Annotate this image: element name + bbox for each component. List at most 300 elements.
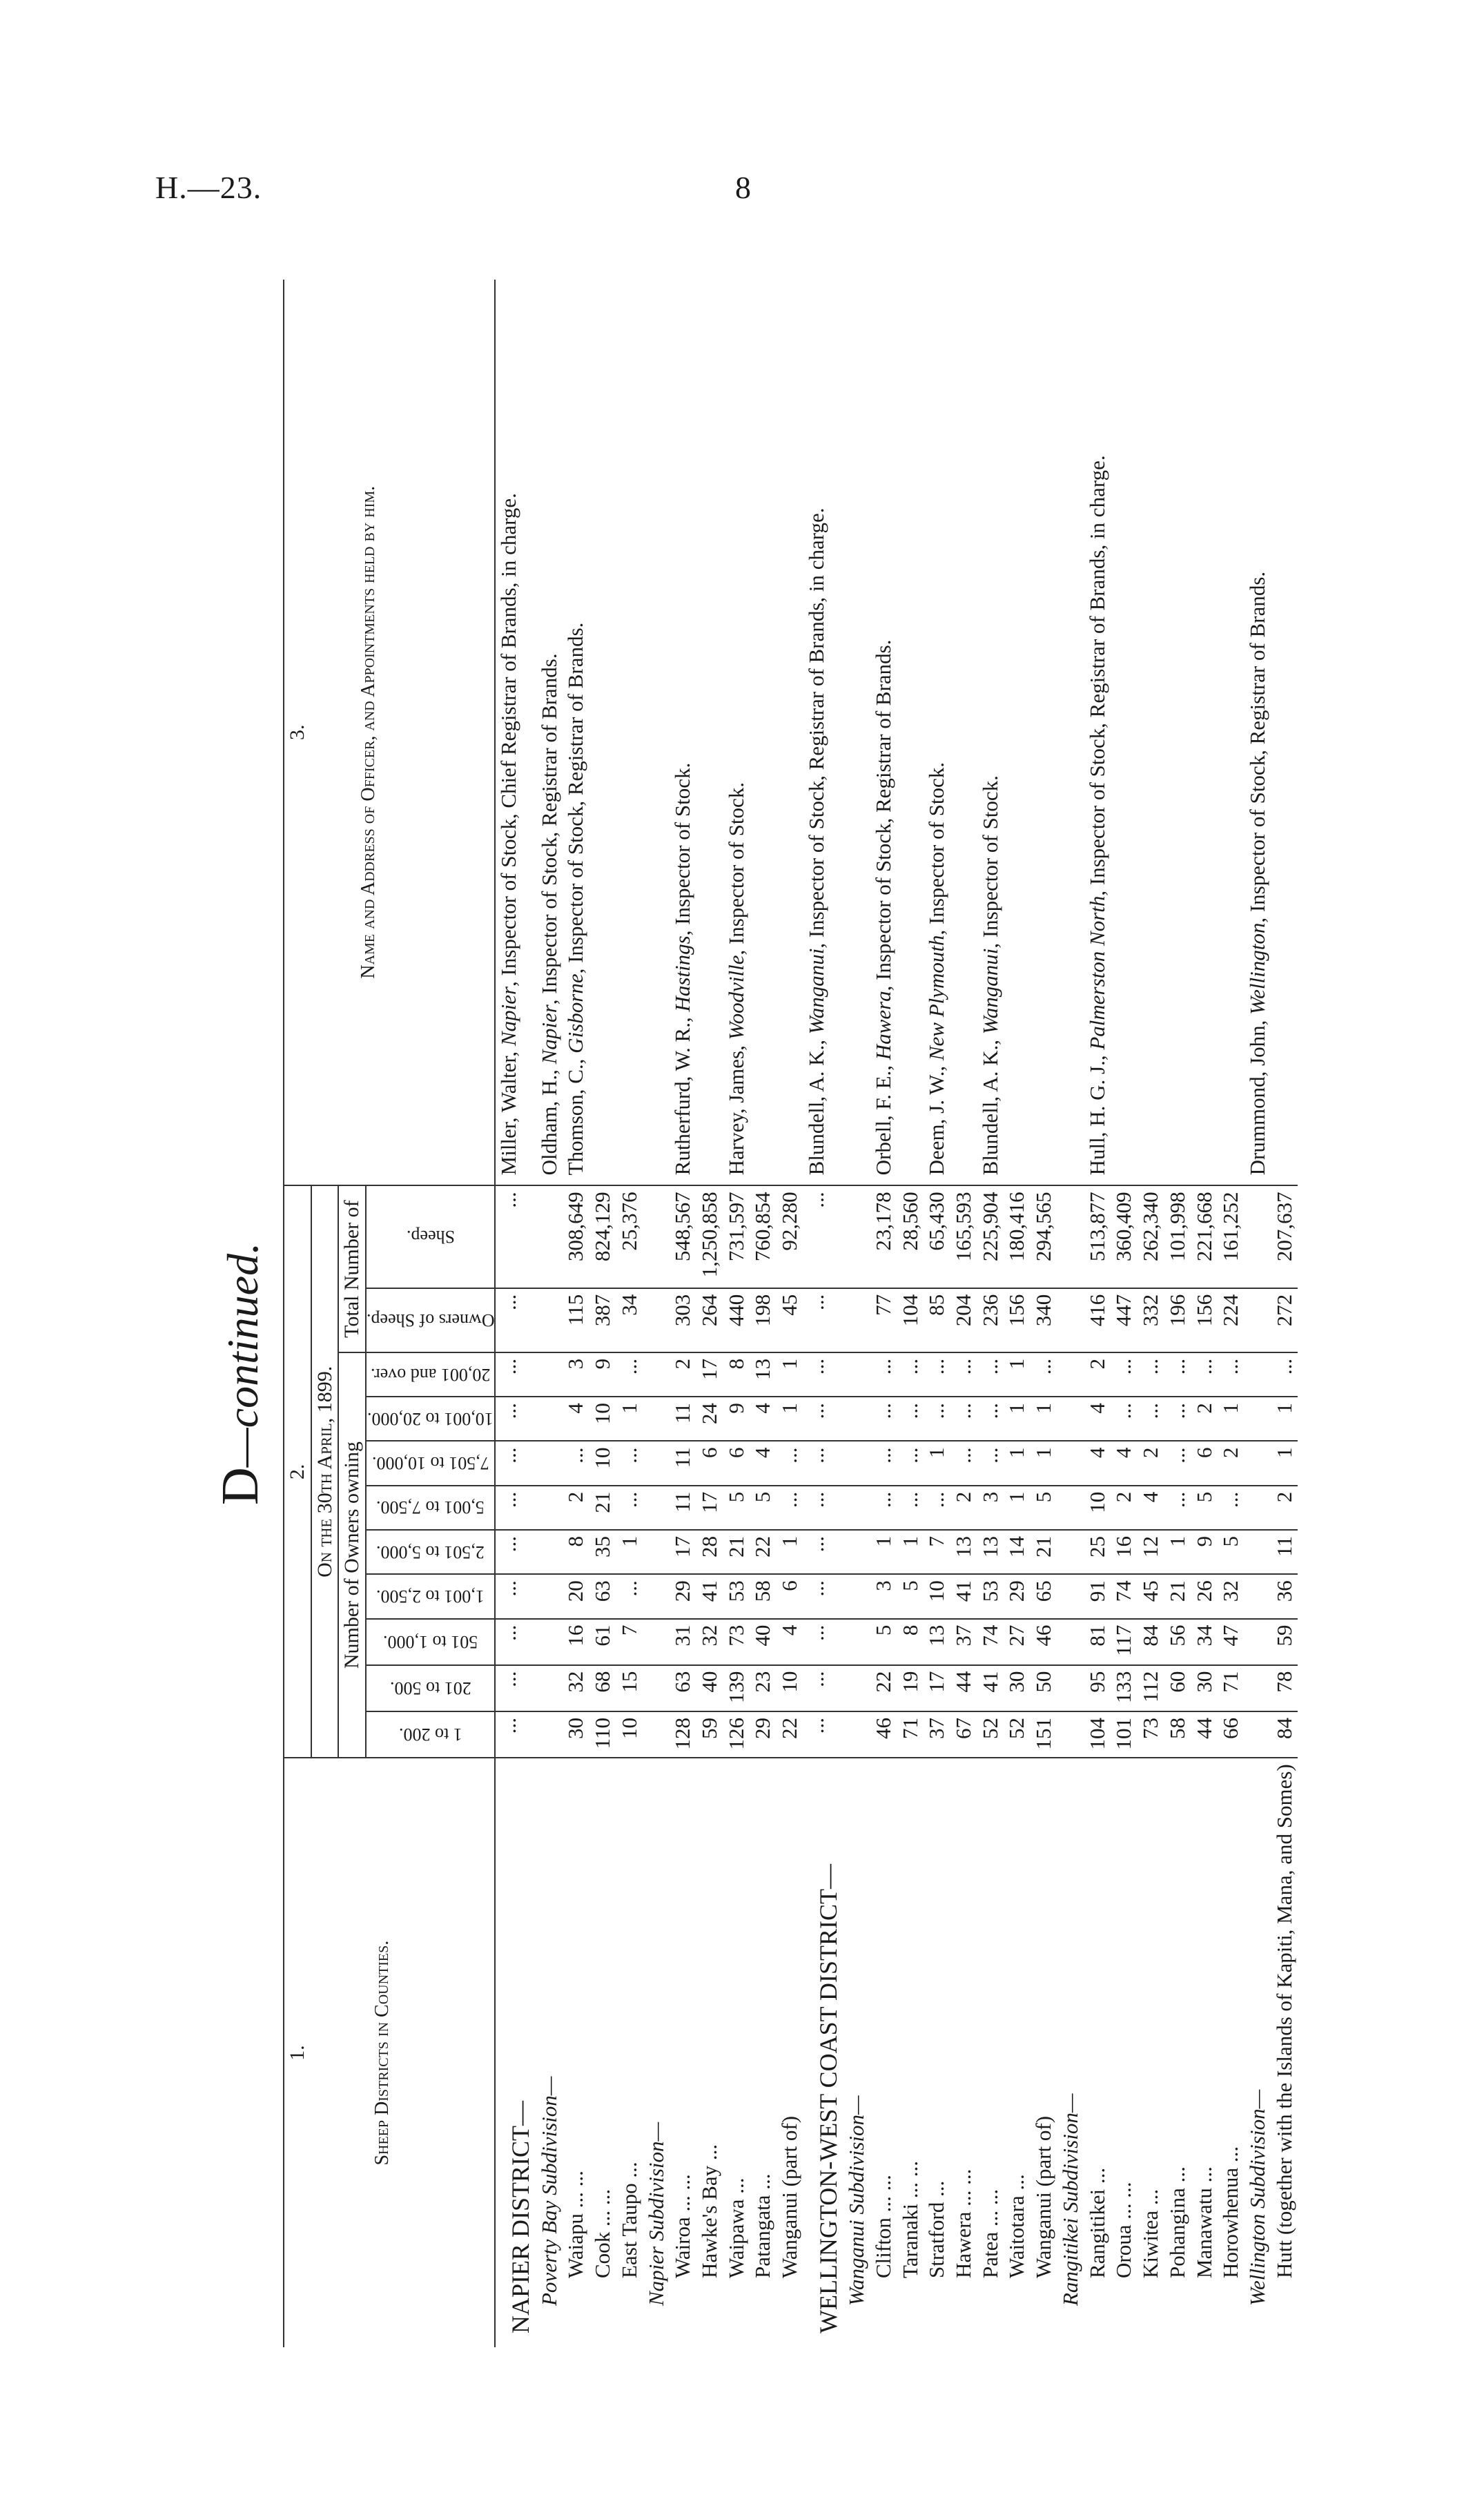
- owner-count-cell: 59: [696, 1711, 723, 1758]
- owner-count-cell: ...: [897, 1352, 924, 1397]
- owner-count-cell: 1: [777, 1352, 803, 1397]
- total-owners-cell: ...: [495, 1288, 536, 1352]
- owner-count-cell: [1057, 1352, 1084, 1397]
- officer-text: , Inspector of Stock, Registrar of Brands, in charge.: [1084, 455, 1109, 896]
- owner-count-cell: 4: [1084, 1441, 1111, 1485]
- owner-count-cell: 5: [1218, 1530, 1244, 1574]
- owner-count-cell: 3: [870, 1574, 897, 1618]
- owner-count-cell: 2: [950, 1486, 977, 1530]
- owner-count-cell: 44: [950, 1665, 977, 1711]
- column-1-header: [284, 1758, 495, 2347]
- owner-count-cell: [1057, 1530, 1084, 1574]
- officer-text: Miller, Walter,: [496, 1046, 521, 1176]
- officer-cell: [723, 280, 750, 1185]
- total-owners-cell: [536, 1288, 563, 1352]
- owner-count-cell: 2: [563, 1486, 589, 1530]
- subdivision-name: Wellington Subdivision—: [1244, 1758, 1271, 2347]
- owner-count-cell: ...: [1138, 1352, 1164, 1397]
- total-sheep-cell: 92,280: [777, 1185, 803, 1288]
- total-sheep-cell: 180,416: [1004, 1185, 1031, 1288]
- column-1-title: Sheep Districts in Counties.: [371, 1940, 393, 2166]
- table-row: [1111, 280, 1138, 2347]
- owner-count-cell: ...: [950, 1441, 977, 1485]
- owner-count-cell: 31: [670, 1619, 696, 1665]
- range-header: 10,001 to 20,000.: [366, 1397, 496, 1441]
- owner-count-cell: [536, 1352, 563, 1397]
- owner-count-cell: 71: [897, 1711, 924, 1758]
- total-sheep-cell: ...: [495, 1185, 536, 1288]
- total-owners-cell: 104: [897, 1288, 924, 1352]
- owner-count-cell: 17: [670, 1530, 696, 1574]
- owner-count-cell: ...: [977, 1441, 1004, 1485]
- range-header: 1,001 to 2,500.: [366, 1574, 496, 1618]
- officer-text: , Inspector of Stock, Registrar of Brands.: [536, 653, 561, 1005]
- owner-count-cell: ...: [495, 1619, 536, 1665]
- owner-count-cell: 40: [750, 1619, 777, 1665]
- census-date-header: On the 30th April, 1899.: [311, 1185, 339, 1758]
- officer-cell: [1031, 280, 1057, 1185]
- owner-count-cell: ...: [924, 1352, 950, 1397]
- owner-count-cell: [843, 1486, 870, 1530]
- owner-count-cell: ...: [1164, 1352, 1191, 1397]
- officer-place: Wanganui: [803, 948, 828, 1035]
- owner-count-cell: ...: [616, 1352, 643, 1397]
- officer-text: , Inspector of Stock, Registrar of Brands.: [1244, 571, 1269, 923]
- owner-count-cell: 30: [563, 1711, 589, 1758]
- county-name: Stratford ...: [924, 1758, 950, 2347]
- officer-cell: [643, 280, 670, 1185]
- owner-count-cell: 1: [777, 1397, 803, 1441]
- owner-count-cell: ...: [495, 1574, 536, 1618]
- range-header: 501 to 1,000.: [366, 1619, 496, 1665]
- owner-count-cell: ...: [1111, 1352, 1138, 1397]
- owner-count-cell: ...: [1164, 1486, 1191, 1530]
- owner-count-cell: ...: [870, 1352, 897, 1397]
- owner-count-cell: ...: [803, 1397, 843, 1441]
- owner-count-cell: 41: [950, 1574, 977, 1618]
- owner-count-cell: 91: [1084, 1574, 1111, 1618]
- officer-text: Oldham, H.,: [536, 1064, 561, 1176]
- owner-count-cell: 1: [777, 1530, 803, 1574]
- officer-cell: [1004, 280, 1031, 1185]
- column-3-number: 3.: [286, 724, 309, 740]
- owner-count-cell: ...: [977, 1352, 1004, 1397]
- owner-count-cell: 2: [1271, 1486, 1298, 1530]
- owner-count-cell: 10: [1084, 1486, 1111, 1530]
- owner-count-cell: 2: [1111, 1486, 1138, 1530]
- owner-count-cell: 74: [977, 1619, 1004, 1665]
- officer-text: , Inspector of Stock.: [977, 775, 1002, 949]
- officer-cell: [777, 280, 803, 1185]
- owner-count-cell: ...: [950, 1352, 977, 1397]
- total-sheep-cell: 28,560: [897, 1185, 924, 1288]
- owner-count-cell: 66: [1218, 1711, 1244, 1758]
- officer-cell: [924, 280, 950, 1185]
- owners-group-header: Number of Owners owning: [338, 1352, 366, 1758]
- officer-place: Hawera: [870, 991, 895, 1060]
- owner-count-cell: 29: [1004, 1574, 1031, 1618]
- owner-count-cell: 28: [696, 1530, 723, 1574]
- officer-place: Napier: [496, 986, 521, 1047]
- owner-count-cell: 11: [670, 1397, 696, 1441]
- range-header: 2,501 to 5,000.: [366, 1530, 496, 1574]
- county-name: Hutt (together with the Islands of Kapiti, Mana, and Somes): [1271, 1758, 1298, 2347]
- table-row: [1031, 280, 1057, 2347]
- total-sheep-cell: 294,565: [1031, 1185, 1057, 1288]
- owner-count-cell: [1057, 1441, 1084, 1485]
- owner-count-cell: 21: [589, 1486, 616, 1530]
- owner-count-cell: 20: [563, 1574, 589, 1618]
- column-3-title: Name and Address of Officer, and Appointments held by him.: [357, 485, 379, 979]
- owner-count-cell: 1: [897, 1530, 924, 1574]
- officer-place: Gisborne: [563, 973, 588, 1054]
- officer-cell: [1084, 280, 1111, 1185]
- owner-count-cell: 5: [870, 1619, 897, 1665]
- officer-text: , Inspector of Stock.: [670, 762, 695, 936]
- owner-count-cell: ...: [1164, 1441, 1191, 1485]
- total-sheep-cell: [843, 1185, 870, 1288]
- owner-count-cell: [843, 1665, 870, 1711]
- owner-count-cell: 29: [750, 1711, 777, 1758]
- total-owners-cell: [1244, 1288, 1271, 1352]
- table-row: [1164, 280, 1191, 2347]
- table-row: [1218, 280, 1244, 2347]
- owner-count-cell: ...: [803, 1574, 843, 1618]
- owner-count-cell: ...: [777, 1441, 803, 1485]
- owner-count-cell: ...: [1164, 1397, 1191, 1441]
- owner-count-cell: [536, 1619, 563, 1665]
- owner-count-cell: ...: [495, 1530, 536, 1574]
- owner-count-cell: ...: [1218, 1352, 1244, 1397]
- officer-text: Orbell, F. E.,: [870, 1060, 895, 1176]
- owner-count-cell: 1: [1004, 1486, 1031, 1530]
- owner-count-cell: [643, 1486, 670, 1530]
- owner-count-cell: 5: [1191, 1486, 1218, 1530]
- owner-count-cell: ...: [924, 1486, 950, 1530]
- owner-count-cell: 32: [1218, 1574, 1244, 1618]
- total-sheep-cell: [1244, 1185, 1271, 1288]
- officer-cell: [616, 280, 643, 1185]
- total-owners-cell: [1057, 1288, 1084, 1352]
- owner-count-cell: 46: [1031, 1619, 1057, 1665]
- owner-count-cell: 9: [723, 1397, 750, 1441]
- table-row: [696, 280, 723, 2347]
- owner-count-cell: ...: [1191, 1352, 1218, 1397]
- owner-count-cell: 24: [696, 1397, 723, 1441]
- total-owners-cell: 85: [924, 1288, 950, 1352]
- owner-count-cell: 22: [870, 1665, 897, 1711]
- total-sheep-cell: 760,854: [750, 1185, 777, 1288]
- owner-count-cell: 95: [1084, 1665, 1111, 1711]
- owner-count-cell: 2: [1191, 1397, 1218, 1441]
- table-row: [1138, 280, 1164, 2347]
- total-owners-cell: 196: [1164, 1288, 1191, 1352]
- owner-count-cell: 26: [1191, 1574, 1218, 1618]
- owner-count-cell: 63: [670, 1665, 696, 1711]
- owner-count-cell: ...: [1271, 1352, 1298, 1397]
- total-owners-cell: [843, 1288, 870, 1352]
- owner-count-cell: 23: [750, 1665, 777, 1711]
- county-name: Patea ... ...: [977, 1758, 1004, 2347]
- table-row: [1271, 280, 1298, 2347]
- officer-place: Wellington: [1244, 922, 1269, 1015]
- officer-cell: [977, 280, 1004, 1185]
- district-row: [803, 280, 843, 2347]
- district-row: [495, 280, 536, 2347]
- owner-count-cell: 27: [1004, 1619, 1031, 1665]
- owner-count-cell: ...: [803, 1530, 843, 1574]
- owner-count-cell: 101: [1111, 1711, 1138, 1758]
- owner-count-cell: 5: [1031, 1486, 1057, 1530]
- owner-count-cell: [1244, 1665, 1271, 1711]
- county-name: East Taupo ...: [616, 1758, 643, 2347]
- range-header: 1 to 200.: [366, 1711, 496, 1758]
- owner-count-cell: 32: [696, 1619, 723, 1665]
- table-row: [723, 280, 750, 2347]
- owner-count-cell: 21: [1164, 1574, 1191, 1618]
- owner-count-cell: 65: [1031, 1574, 1057, 1618]
- table-body: [495, 280, 1298, 2347]
- owner-count-cell: 59: [1271, 1619, 1298, 1665]
- total-owners-cell: 387: [589, 1288, 616, 1352]
- owner-count-cell: ...: [616, 1486, 643, 1530]
- owner-count-cell: 1: [1004, 1352, 1031, 1397]
- owner-count-cell: 3: [563, 1352, 589, 1397]
- owner-count-cell: [643, 1397, 670, 1441]
- owners-of-sheep-header: Owners of Sheep.: [366, 1288, 496, 1352]
- owner-count-cell: 6: [1191, 1441, 1218, 1485]
- total-sheep-cell: 65,430: [924, 1185, 950, 1288]
- owner-count-cell: 2: [1084, 1352, 1111, 1397]
- range-header: 201 to 500.: [366, 1665, 496, 1711]
- officer-cell: [843, 280, 870, 1185]
- owner-count-cell: [536, 1486, 563, 1530]
- owner-count-cell: 139: [723, 1665, 750, 1711]
- owner-count-cell: ...: [495, 1441, 536, 1485]
- table-row: [1004, 280, 1031, 2347]
- county-name: Waipawa ...: [723, 1758, 750, 2347]
- table-row: [750, 280, 777, 2347]
- owner-count-cell: ...: [897, 1441, 924, 1485]
- owner-count-cell: 53: [977, 1574, 1004, 1618]
- table-title: [211, 1132, 271, 1615]
- owner-count-cell: 13: [750, 1352, 777, 1397]
- owner-count-cell: ...: [1218, 1486, 1244, 1530]
- officer-text: , Inspector of Stock, Registrar of Brands, in charge.: [803, 507, 828, 949]
- owner-count-cell: [1244, 1530, 1271, 1574]
- subdivision-name: Napier Subdivision—: [643, 1758, 670, 2347]
- owner-count-cell: ...: [1111, 1397, 1138, 1441]
- officer-place: Napier: [536, 1004, 561, 1065]
- sheep-total-header: Sheep.: [366, 1185, 496, 1288]
- owner-count-cell: 52: [1004, 1711, 1031, 1758]
- owner-count-cell: ...: [1138, 1397, 1164, 1441]
- owner-count-cell: 19: [897, 1665, 924, 1711]
- total-owners-cell: 198: [750, 1288, 777, 1352]
- owner-count-cell: 32: [563, 1665, 589, 1711]
- officer-cell: [1164, 280, 1191, 1185]
- total-group-header: Total Number of: [338, 1185, 366, 1352]
- owner-count-cell: ...: [950, 1397, 977, 1441]
- subdivision-row: [1057, 280, 1084, 2347]
- owner-count-cell: 17: [696, 1486, 723, 1530]
- owner-count-cell: 10: [777, 1665, 803, 1711]
- officer-cell: [1138, 280, 1164, 1185]
- owner-count-cell: 58: [1164, 1711, 1191, 1758]
- owner-count-cell: 68: [589, 1665, 616, 1711]
- owner-count-cell: 22: [750, 1530, 777, 1574]
- county-name: Pohangina ...: [1164, 1758, 1191, 2347]
- total-sheep-cell: 360,409: [1111, 1185, 1138, 1288]
- owner-count-cell: 53: [723, 1574, 750, 1618]
- officer-text: Deem, J. W.,: [924, 1060, 949, 1176]
- owner-count-cell: 1: [1031, 1441, 1057, 1485]
- county-name: Wanganui (part of): [777, 1758, 803, 2347]
- owner-count-cell: 17: [696, 1352, 723, 1397]
- column-1-number: 1.: [286, 2045, 309, 2061]
- owner-count-cell: 60: [1164, 1665, 1191, 1711]
- officer-cell: [670, 280, 696, 1185]
- officer-place: Hastings: [670, 935, 695, 1012]
- officer-text: Rutherfurd, W. R.,: [670, 1011, 695, 1176]
- total-owners-cell: 34: [616, 1288, 643, 1352]
- owner-count-cell: 21: [1031, 1530, 1057, 1574]
- total-sheep-cell: 731,597: [723, 1185, 750, 1288]
- officer-text: Hull, H. G. J.,: [1084, 1049, 1109, 1176]
- owner-count-cell: 73: [723, 1619, 750, 1665]
- owner-count-cell: 29: [670, 1574, 696, 1618]
- officer-cell: [897, 280, 924, 1185]
- owner-count-cell: 52: [977, 1711, 1004, 1758]
- owner-count-cell: 5: [723, 1486, 750, 1530]
- owner-count-cell: [843, 1530, 870, 1574]
- total-sheep-cell: 101,998: [1164, 1185, 1191, 1288]
- owner-count-cell: 4: [1138, 1486, 1164, 1530]
- total-owners-cell: 236: [977, 1288, 1004, 1352]
- owner-count-cell: 5: [750, 1486, 777, 1530]
- owner-count-cell: 3: [977, 1486, 1004, 1530]
- owner-count-cell: 84: [1138, 1619, 1164, 1665]
- officer-cell: [696, 280, 723, 1185]
- officer-place: Woodville: [723, 955, 748, 1040]
- subdivision-row: [643, 280, 670, 2347]
- owner-count-cell: [1244, 1352, 1271, 1397]
- officer-cell: [950, 280, 977, 1185]
- owner-count-cell: [843, 1574, 870, 1618]
- officer-cell: [1111, 280, 1138, 1185]
- owner-count-cell: [1057, 1665, 1084, 1711]
- total-sheep-cell: 25,376: [616, 1185, 643, 1288]
- owner-count-cell: 128: [670, 1711, 696, 1758]
- owner-count-cell: 8: [723, 1352, 750, 1397]
- total-owners-cell: 204: [950, 1288, 977, 1352]
- officer-cell: [870, 280, 897, 1185]
- owner-count-cell: 58: [750, 1574, 777, 1618]
- owner-count-cell: 10: [616, 1711, 643, 1758]
- county-name: Horowhenua ...: [1218, 1758, 1244, 2347]
- total-owners-cell: 332: [1138, 1288, 1164, 1352]
- owner-count-cell: [843, 1352, 870, 1397]
- sheep-returns-table: [283, 280, 1298, 2347]
- total-owners-cell: ...: [803, 1288, 843, 1352]
- owner-count-cell: [1057, 1397, 1084, 1441]
- owner-count-cell: 84: [1271, 1711, 1298, 1758]
- owner-count-cell: 4: [777, 1619, 803, 1665]
- owner-count-cell: 1: [1031, 1397, 1057, 1441]
- owner-count-cell: 133: [1111, 1665, 1138, 1711]
- column-2-number: 2.: [284, 1185, 311, 1758]
- owner-count-cell: 37: [924, 1711, 950, 1758]
- owner-count-cell: 6: [777, 1574, 803, 1618]
- owner-count-cell: ...: [803, 1665, 843, 1711]
- owner-count-cell: 35: [589, 1530, 616, 1574]
- owner-count-cell: 13: [977, 1530, 1004, 1574]
- county-name: Oroua ... ...: [1111, 1758, 1138, 2347]
- owner-count-cell: 16: [1111, 1530, 1138, 1574]
- owner-count-cell: [1057, 1619, 1084, 1665]
- owner-count-cell: 46: [870, 1711, 897, 1758]
- owner-count-cell: 41: [977, 1665, 1004, 1711]
- owner-count-cell: ...: [803, 1711, 843, 1758]
- owner-count-cell: ...: [803, 1441, 843, 1485]
- county-name: Hawke's Bay ...: [696, 1758, 723, 2347]
- owner-count-cell: ...: [870, 1397, 897, 1441]
- owner-count-cell: [1057, 1711, 1084, 1758]
- owner-count-cell: ...: [1031, 1352, 1057, 1397]
- county-name: Waiapu ... ...: [563, 1758, 589, 2347]
- owner-count-cell: ...: [495, 1665, 536, 1711]
- district-name: NAPIER DISTRICT—: [495, 1758, 536, 2347]
- owner-count-cell: 1: [1004, 1441, 1031, 1485]
- owner-count-cell: ...: [803, 1486, 843, 1530]
- owner-count-cell: ...: [803, 1619, 843, 1665]
- owner-count-cell: [1244, 1441, 1271, 1485]
- owner-count-cell: [1244, 1486, 1271, 1530]
- owner-count-cell: [643, 1665, 670, 1711]
- owner-count-cell: 9: [1191, 1530, 1218, 1574]
- subdivision-name: Poverty Bay Subdivision—: [536, 1758, 563, 2347]
- county-name: Hawera ... ...: [950, 1758, 977, 2347]
- table-title-letter: D: [211, 1467, 269, 1506]
- owner-count-cell: 67: [950, 1711, 977, 1758]
- owner-count-cell: 10: [589, 1441, 616, 1485]
- officer-text: , Inspector of Stock.: [723, 782, 748, 955]
- rotated-table-page: [173, 262, 1387, 2361]
- owner-count-cell: 4: [1084, 1397, 1111, 1441]
- owner-count-cell: [1244, 1397, 1271, 1441]
- officer-text: , Inspector of Stock, Chief Registrar of Brands, in charge.: [496, 493, 521, 987]
- owner-count-cell: 13: [924, 1619, 950, 1665]
- officer-cell: [750, 280, 777, 1185]
- owner-count-cell: ...: [616, 1574, 643, 1618]
- total-owners-cell: 156: [1191, 1288, 1218, 1352]
- county-name: Patangata ...: [750, 1758, 777, 2347]
- total-owners-cell: 447: [1111, 1288, 1138, 1352]
- owner-count-cell: 25: [1084, 1530, 1111, 1574]
- owner-count-cell: [643, 1619, 670, 1665]
- owner-count-cell: 13: [950, 1530, 977, 1574]
- total-owners-cell: 224: [1218, 1288, 1244, 1352]
- range-header: 7,501 to 10,000.: [366, 1441, 496, 1485]
- owner-count-cell: 34: [1191, 1619, 1218, 1665]
- owner-count-cell: 4: [1111, 1441, 1138, 1485]
- total-sheep-cell: 23,178: [870, 1185, 897, 1288]
- owner-count-cell: [536, 1665, 563, 1711]
- owner-count-cell: 45: [1138, 1574, 1164, 1618]
- owner-count-cell: 1: [1004, 1397, 1031, 1441]
- county-name: Cook ... ...: [589, 1758, 616, 2347]
- owner-count-cell: 12: [1138, 1530, 1164, 1574]
